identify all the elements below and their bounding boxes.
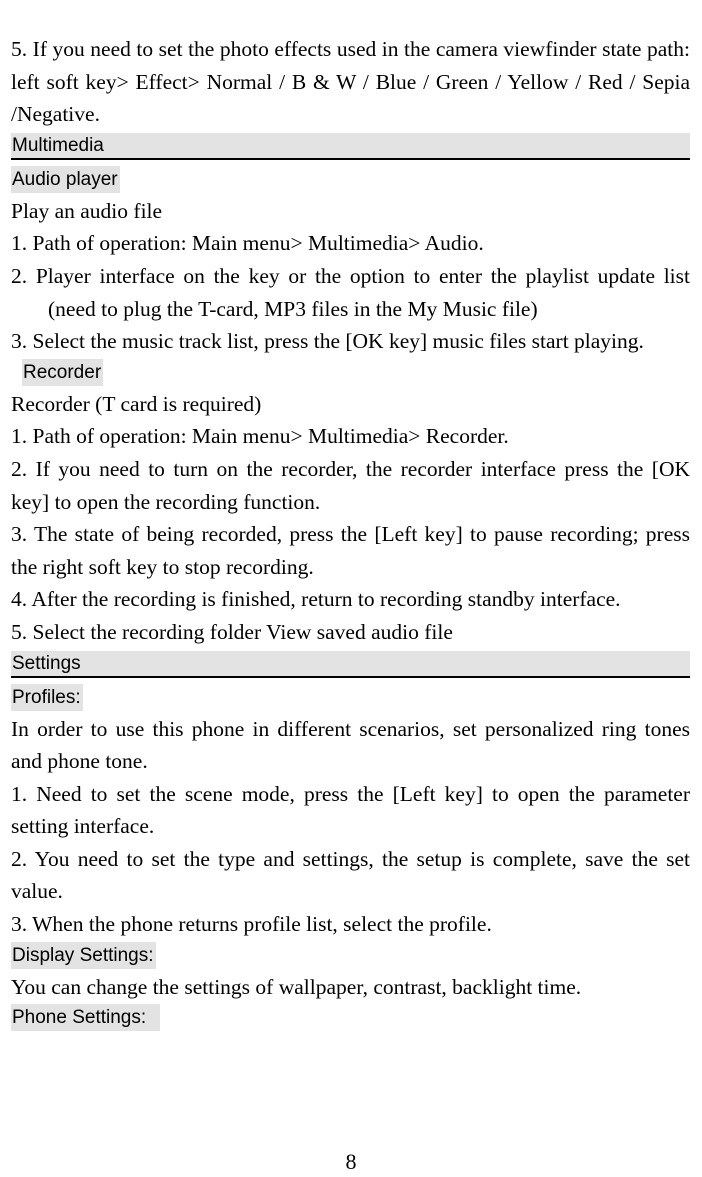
- recorder-step-5: 5. Select the recording folder View saved audio file: [11, 619, 453, 644]
- camera-effects-step: 5. If you need to set the photo effects used in the camera viewfinder state path: left soft key> Effect> Normal / B & W / Blue / Green / Yellow / Red / Sepia /Negative.: [11, 37, 690, 127]
- profiles-step-1: 1. Need to set the scene mode, press the [Left key] to open the parameter setting interface.: [11, 781, 690, 839]
- recorder-step-3: 3. The state of being recorded, press the [Left key] to pause recording; press the right soft key to stop recording.: [11, 522, 690, 579]
- audio-player-step-3: 3. Select the music track list, press the [OK key] music files start playing.: [11, 329, 644, 354]
- manual-page: [11, 33, 690, 1033]
- recorder-step-1: 1. Path of operation: Main menu> Multimedia> Recorder.: [11, 424, 509, 449]
- recorder-step-4: 4. After the recording is finished, return to recording standby interface.: [11, 587, 621, 612]
- recorder-step-2: 2. If you need to turn on the recorder, the recorder interface press the [OK key] to open the recording function.: [11, 456, 690, 514]
- page-number: 8: [345, 1149, 357, 1174]
- subheading-display-settings: Display Settings:: [11, 942, 156, 969]
- subheading-profiles: Profiles:: [11, 684, 83, 711]
- audio-player-step-2: 2. Player interface on the key or the option to enter the playlist update list (need to plug the T-card, MP3 files in the My Music file): [11, 263, 690, 321]
- subheading-audio-player: Audio player: [11, 166, 120, 193]
- profiles-intro: In order to use this phone in different scenarios, set personalized ring tones and phone tone.: [11, 716, 690, 774]
- subheading-recorder: Recorder: [22, 359, 103, 386]
- profiles-step-2: 2. You need to set the type and settings, the setup is complete, save the set value.: [11, 846, 690, 904]
- section-header-multimedia: Multimedia: [11, 133, 690, 160]
- section-header-settings: Settings: [11, 651, 690, 678]
- display-settings-text: You can change the settings of wallpaper, contrast, backlight time.: [11, 974, 582, 999]
- recorder-intro: Recorder (T card is required): [11, 391, 262, 416]
- audio-player-step-1: 1. Path of operation: Main menu> Multimedia> Audio.: [11, 231, 484, 256]
- profiles-step-3: 3. When the phone returns profile list, select the profile.: [11, 912, 492, 937]
- subheading-phone-settings: Phone Settings:: [11, 1004, 160, 1031]
- audio-player-intro: Play an audio file: [11, 198, 163, 223]
